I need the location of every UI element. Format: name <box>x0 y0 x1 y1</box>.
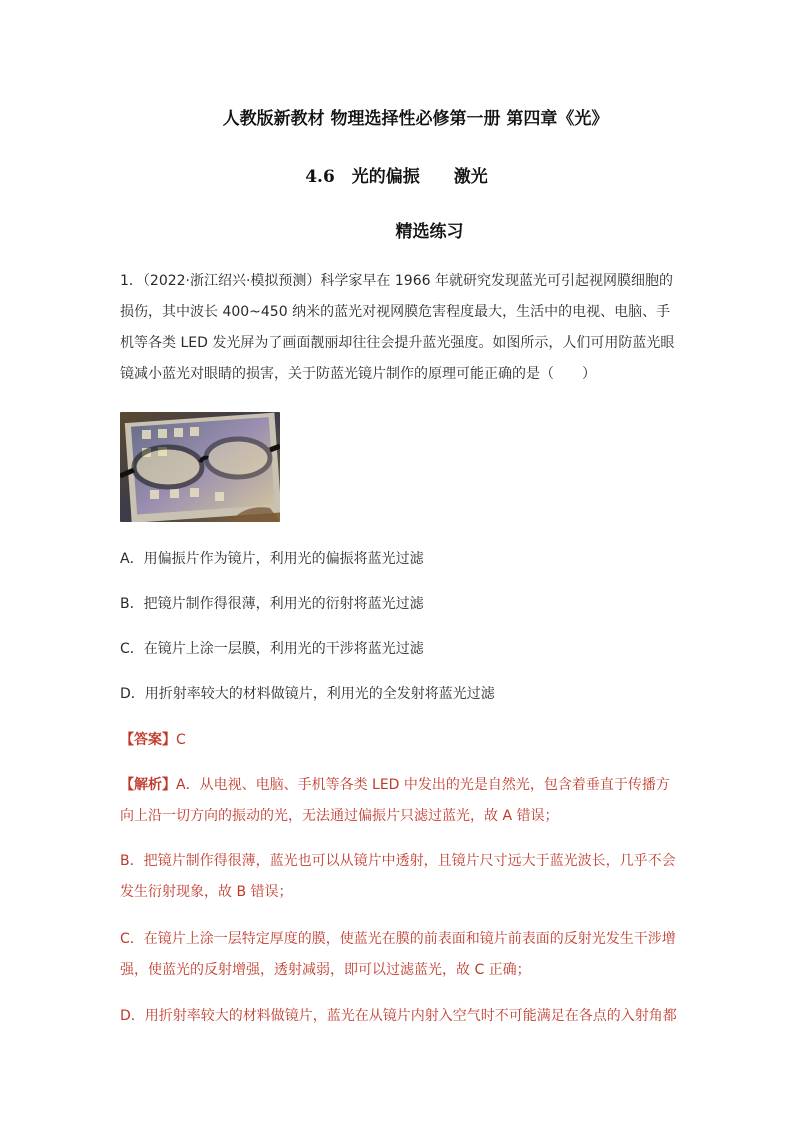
analysis-a-text: A．从电视、电脑、手机等各类 LED 中发出的光是自然光，包含着垂直于传播方向上沿一切方向的振动的光，无法通过偏振片只滤过蓝光，故 A 错误； <box>120 777 670 824</box>
glasses-photo-icon <box>120 412 280 522</box>
answer-line <box>120 725 680 756</box>
analysis-label: 【解析】 <box>120 777 176 793</box>
section-title: 4.6 光的偏振 激光 <box>305 167 488 187</box>
analysis-b: B．把镜片制作得很薄，蓝光也可以从镜片中透射，且镜片尺寸远大于蓝光波长，几乎不会发生衍射现象，故 B 错误； <box>120 853 676 900</box>
option-d: D．用折射率较大的材料做镜片，利用光的全发射将蓝光过滤 <box>120 686 495 702</box>
option-b: B．把镜片制作得很薄，利用光的衍射将蓝光过滤 <box>120 596 424 612</box>
document-subtitle: 精选练习 <box>395 222 464 242</box>
option-c: C．在镜片上涂一层膜，利用光的干涉将蓝光过滤 <box>120 641 424 657</box>
document-title: 人教版新教材 物理选择性必修第一册 第四章《光》 <box>222 109 609 129</box>
analysis-a <box>120 770 680 832</box>
analysis-c: C．在镜片上涂一层特定厚度的膜，使蓝光在膜的前表面和镜片前表面的反射光发生干涉增强，使蓝光的反射增强，透射减弱，即可以过滤蓝光，故 C 正确； <box>120 931 676 978</box>
question-stem: 1．（2022·浙江绍兴·模拟预测）科学家早在 1966 年就研究发现蓝光可引起视网膜细胞的损伤，其中波长 400~450 纳米的蓝光对视网膜危害程度最大，生活中的电视、电脑、手机等各类 LED 发光屏为了画面靓丽却往往会提升蓝光强度。如图所示，人们可用防蓝光眼镜减小蓝光对眼睛的损害，关于防蓝光镜片制作的原理可能正确的是（ ） <box>120 273 675 382</box>
answer-label: 【答案】 <box>120 732 176 748</box>
analysis-d: D．用折射率较大的材料做镜片，蓝光在从镜片内射入空气时不可能满足在各点的入射角都 <box>120 1008 677 1024</box>
glasses-on-tablet-photo <box>120 412 280 522</box>
option-a: A．用偏振片作为镜片，利用光的偏振将蓝光过滤 <box>120 551 424 567</box>
answer-value: C <box>176 732 186 748</box>
